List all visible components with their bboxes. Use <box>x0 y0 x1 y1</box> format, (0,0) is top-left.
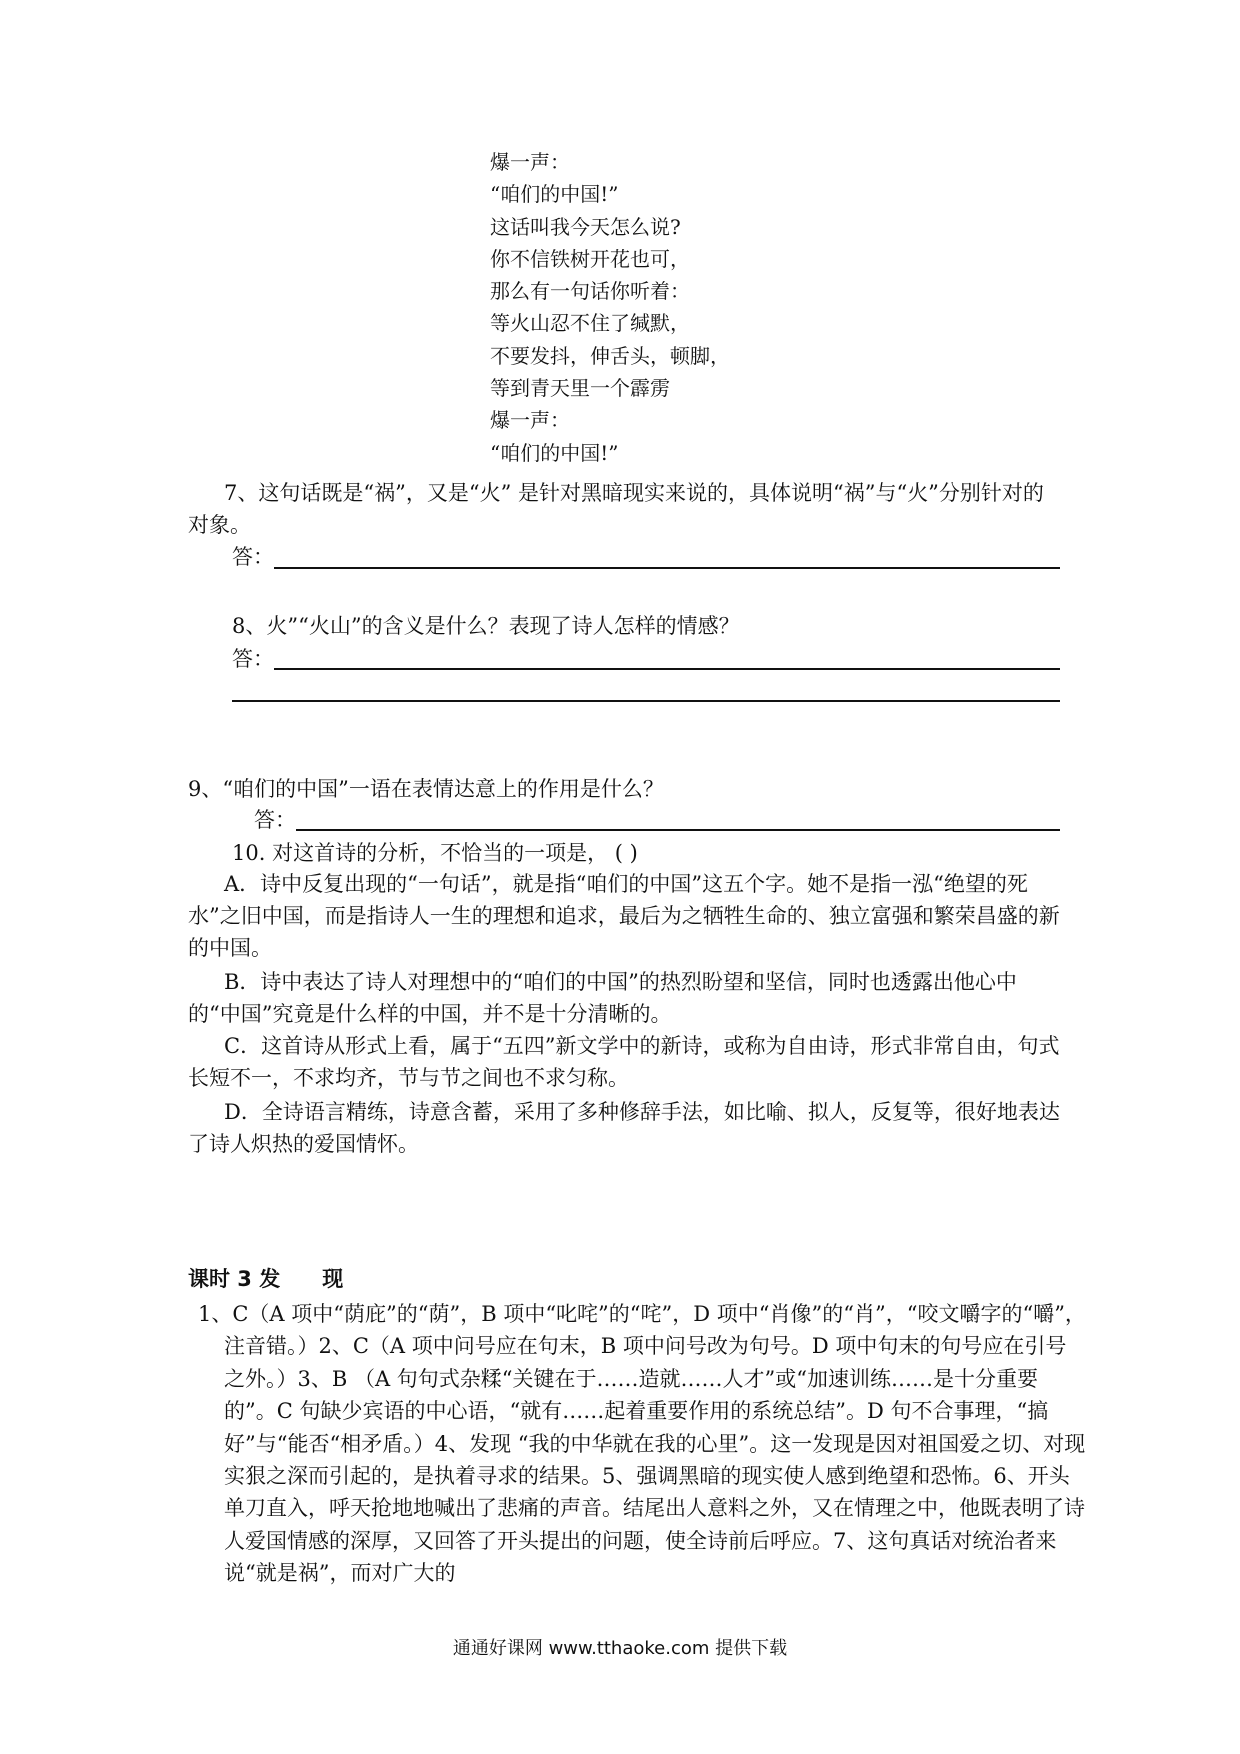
answer-line-8b[interactable] <box>232 700 1060 702</box>
question-10: 10. 对这首诗的分析，不恰当的一项是， ( ) <box>232 841 638 865</box>
question-7: 7、这句话既是“祸”，又是“火” 是针对黑暗现实来说的，具体说明“祸”与“火”分别针对的对象。 <box>188 481 1044 537</box>
question-8: 8、火”“火山”的含义是什么？表现了诗人怎样的情感？ <box>232 614 740 638</box>
option-d: D．全诗语言精练，诗意含蓄，采用了多种修辞手法，如比喻、拟人，反复等，很好地表达了诗人炽热的爱国情怀。 <box>188 1100 1060 1156</box>
option-c: C．这首诗从形式上看，属于“五四”新文学中的新诗，或称为自由诗，形式非常自由，句式长短不一，不求均齐，节与节之间也不求匀称。 <box>188 1034 1060 1090</box>
answer-line-8a[interactable] <box>274 668 1060 670</box>
poem-excerpt <box>490 146 730 469</box>
section-heading: 课时 3 发 现 <box>188 1267 344 1291</box>
poem-line: 那么有一句话你听着： <box>490 279 690 304</box>
answer-line-7[interactable] <box>274 567 1060 569</box>
footer-credit: 通通好课网 www.tthaoke.com 提供下载 <box>452 1638 788 1659</box>
poem-line: 这话叫我今天怎么说? <box>490 214 681 239</box>
poem-line: “咱们的中国!” <box>490 440 619 465</box>
answer-line-9[interactable] <box>296 829 1060 831</box>
poem-line: 爆一声： <box>490 150 570 174</box>
poem-line: 爆一声： <box>490 408 570 433</box>
poem-line: 不要发抖，伸舌头，顿脚， <box>490 343 730 368</box>
poem-line: “咱们的中国!” <box>490 182 619 207</box>
poem-line: 等到青天里一个霹雳 <box>490 376 670 401</box>
answer-key: 1、C（A 项中“荫庇”的“荫”，B 项中“叱咤”的“咤”，D 项中“肖像”的“肖”，“咬文嚼字的“嚼”， 注音错。）2、C（A 项中问号应在句末，B 项中问号改为句号。D 项中句末的句号应在引号之外。）3、B （A 句句式杂糅“关键在于……造就……人才”或“加速训练……是十分重要的”。C 句缺少宾语的中心语，“就有……起着重要作用的系统总结”。D 句不合事理，“搞好”与“能否“相矛盾。）4、发现 “我的中华就在我的心里”。这一发现是因对祖国爱之切、对现实狠之深而引起的，是执着寻求的结果。5、强调黑暗的现实使人感到绝望和恐怖。6、开头单刀直入，呼天抢地地喊出了悲痛的声音。结尾出人意料之外，又在情理之中，他既表明了诗人爱国情感的深厚，又回答了开头提出的问题，使全诗前后呼应。7、这句真话对统治者来说“就是祸”，而对广大的 <box>198 1302 1086 1586</box>
answer-label-7: 答： <box>232 545 274 569</box>
option-a: A．诗中反复出现的“一句话”，就是指“咱们的中国”这五个字。她不是指一泓“绝望的死水”之旧中国，而是指诗人一生的理想和追求，最后为之牺牲生命的、独立富强和繁荣昌盛的新的中国。 <box>188 872 1060 960</box>
answer-label-9: 答： <box>254 808 296 832</box>
poem-line: 等火山忍不住了缄默， <box>490 311 690 336</box>
answer-label-8: 答： <box>232 647 274 671</box>
question-9: 9、“咱们的中国”一语在表情达意上的作用是什么？ <box>188 777 664 801</box>
option-b: B．诗中表达了诗人对理想中的“咱们的中国”的热烈盼望和坚信，同时也透露出他心中的“中国”究竟是什么样的中国，并不是十分清晰的。 <box>188 970 1017 1026</box>
poem-line: 你不信铁树开花也可， <box>490 246 690 271</box>
